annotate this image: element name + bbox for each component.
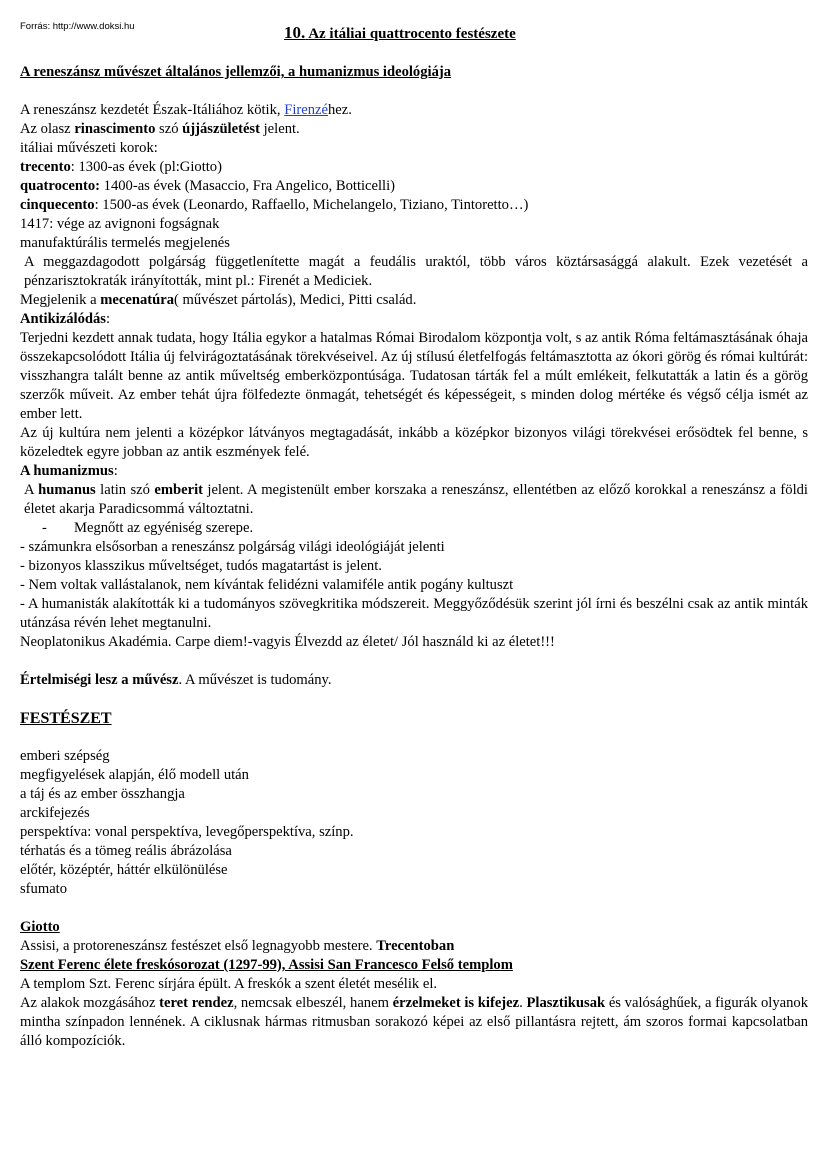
antik-paragraph-1: Terjedni kezdett annak tudata, hogy Itália egykor a hatalmas Római Birodalom központja volt, s az antik Róma feltámasztásának óhaja összekapcsolódott Itália új felvirágoztatásának törekvéseivel. Az új stílusú életfelfogás feltámasztotta az ókori görög és római kultúrát: visszhangra talált benne az antik műveltség emberközpontúsága. Tudatosan tárták fel a múlt emlékeit, felkutatták a latin és a görög szerzők műveit. Az ember tehát újra fölfedezte önmagát, tehetségét és képességeit, s minden dolog mértéke és végső célja ismét az ember lett. [20,330,808,422]
section-heading-renaissance: A reneszánsz művészet általános jellemzői, a humanizmus ideológiája [20,64,452,80]
text-run: , nemcsak elbeszél, hanem [233,995,393,1011]
text-run: . [519,995,527,1011]
text-run: A reneszánsz kezdetét Észak-Itáliához kötik, [20,102,285,118]
dash-item: - Nem voltak vallástalanok, nem kívántak felidézni valamiféle antik pogány kultuszt [20,577,514,593]
bold-term: humanizmus [33,463,114,479]
text-run: hez. [327,102,352,118]
text-run: ( művészet pártolás), Medici, Pitti család. [174,292,417,308]
giotto-paragraph [20,994,808,1051]
antik-heading [20,310,808,329]
bold-term: Plasztikusak [526,995,606,1011]
bold-term: újjászületést [182,121,260,137]
giotto-intro-line [20,937,808,956]
text-run: Megjelenik a [20,292,101,308]
list-item: perspektíva: vonal perspektíva, levegőperspektíva, színp. [20,824,354,840]
text-run: : [105,311,111,327]
periods-label: itáliai művészeti korok: [20,140,158,156]
text-run: latin szó [95,482,155,498]
text-run: szó [155,121,183,137]
bullet-dash: - [42,520,47,536]
list-item: emberi szépség [20,748,110,764]
rinascimento-line [20,120,808,139]
bold-term: rinascimento [74,121,156,137]
bold-term: érzelmeket is kifejez [392,995,520,1011]
section-heading-festeszet: FESTÉSZET [20,710,112,727]
spacer [20,652,808,671]
title-text: Az itáliai quattrocento festészete [308,26,516,42]
bold-term: A [20,463,34,479]
fresco-series-title: Szent Ferenc élete freskósorozat (1297-99), Assisi San Francesco Felső templom [20,957,513,973]
text-run: : 1300-as évek (pl:Giotto) [70,159,222,175]
mecenatura-line [20,291,808,310]
text-run: jelent. [259,121,300,137]
text-run: és valósághűek, a figurák olyanok mintha színpadon lennének. A ciklusnak hármas ritmusban sorakozó képei az első pillantásra rejtett, ám szoros formai kapcsolatban álló kompozíciók. [20,995,808,1049]
painting-features-list [20,747,808,899]
spacer [20,728,808,747]
text-run: A [24,482,39,498]
church-line: A templom Szt. Ferenc sírjára épült. A freskók a szent életét mesélik el. [20,976,438,992]
quatrocento-line [20,177,808,196]
giotto-heading: Giotto [20,919,60,935]
artist-intellectual-line [20,671,808,690]
bold-term: Antikizálódás [20,311,106,327]
list-item: megfigyelések alapján, élő modell után [20,767,249,783]
intro-line [20,101,808,120]
bold-term: mecenatúra [100,292,175,308]
bold-term: emberit [154,482,203,498]
firenze-link[interactable]: Firenzé [284,102,328,118]
bold-term: humanus [38,482,96,498]
trecento-line [20,158,808,177]
text-run: Az olasz [20,121,75,137]
page-title [284,23,516,43]
text-run: jelent. A megistenült ember korszaka a reneszánsz, ellentétben az előző korokkal a reneszánsz a földi életet akarja Paradicsommá változtatni. [24,482,808,517]
spacer [20,899,808,918]
title-number: 10. [284,23,306,42]
bold-term: Értelmiségi lesz a művész [20,672,179,688]
dash-item: - bizonyos klasszikus műveltséget, tudós magatartást is jelent. [20,558,382,574]
bold-term: trecento [20,159,71,175]
bold-term: cinquecento [20,197,95,213]
text-run: : [113,463,118,479]
humanus-paragraph [20,481,808,519]
bold-term: quatrocento: [20,178,100,194]
bullet-item [20,519,808,538]
list-item: arckifejezés [20,805,90,821]
list-item: a táj és az ember összhangja [20,786,185,802]
list-item: térhatás és a tömeg reális ábrázolása [20,843,232,859]
document-body [20,63,808,1051]
source-note: Forrás: http://www.doksi.hu [20,21,135,32]
dash-item: - számunkra elsősorban a reneszánsz polgárság világi ideológiáját jelenti [20,539,445,555]
manufacture-line: manufaktúrális termelés megjelenés [20,235,230,251]
dash-item: - A humanisták alakították ki a tudományos szövegkritika módszereit. Meggyőződésük szerint jól írni és beszélni csak az antik minták utánzása révén lehet megtanulni. [20,596,808,631]
text-run: : 1500-as évek (Leonardo, Raffaello, Michelangelo, Tiziano, Tintoretto…) [94,197,529,213]
text-run: Az alakok mozgásához [20,995,160,1011]
text-run: . A művészet is tudomány. [178,672,332,688]
bullet-text: Megnőtt az egyéniség szerepe. [74,520,254,536]
neoplatonic-line: Neoplatonikus Akadémia. Carpe diem!-vagyis Élvezdd az életet/ Jól használd ki az életet!!! [20,634,555,650]
spacer [20,690,808,709]
antik-paragraph-2: Az új kultúra nem jelenti a középkor látványos megtagadását, inkább a középkor bizonyos világi törekvései erősödtek fel benne, s közeledtek egyre jobban az antik eszmények felé. [20,425,808,460]
bold-term: teret rendez [159,995,234,1011]
humanism-heading [20,462,808,481]
avignon-line: 1417: vége az avignoni fogságnak [20,216,220,232]
list-item: sfumato [20,881,68,897]
list-item: előtér, középtér, háttér elkülönülése [20,862,228,878]
spacer [20,82,808,101]
text-run: 1400-as évek (Masaccio, Fra Angelico, Botticelli) [100,178,396,194]
cinquecento-line [20,196,808,215]
bold-term: Trecentoban [376,938,455,954]
text-run: Assisi, a protoreneszánsz festészet első legnagyobb mestere. [20,938,377,954]
bourgeoisie-paragraph: A meggazdagodott polgárság függetlenítette magát a feudális uraktól, több város köztársasággá alakult. Ezek vezetését a pénzarisztokraták irányították, mint pl.: Firenét a Mediciek. [24,254,808,289]
